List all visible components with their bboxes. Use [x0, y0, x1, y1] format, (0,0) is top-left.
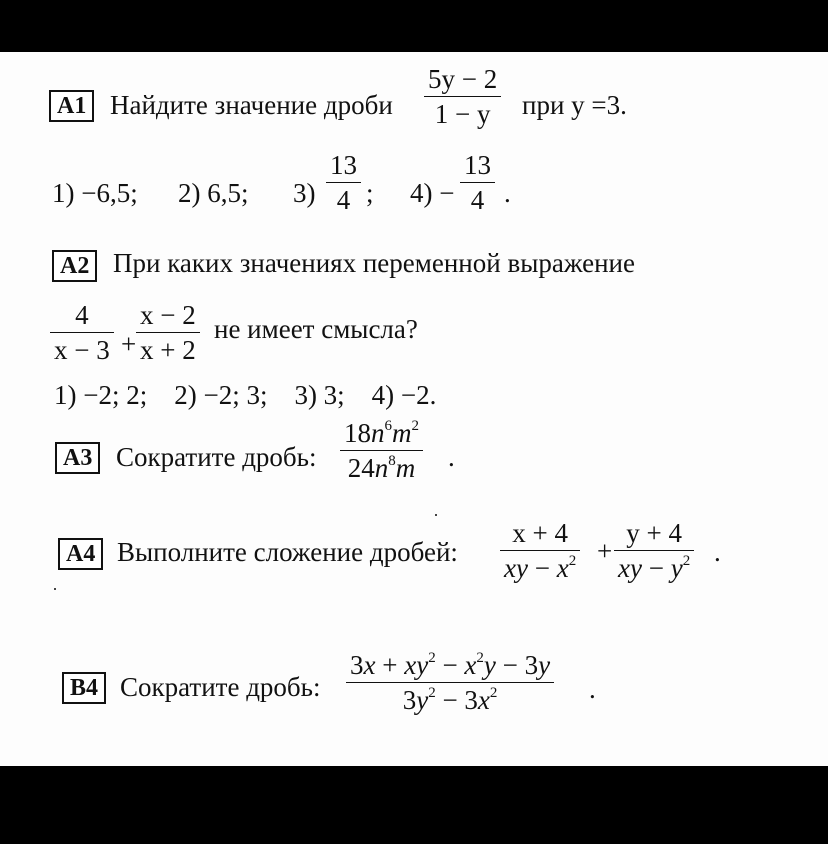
task-a1-option-3-suffix: ;: [366, 178, 374, 208]
task-b4-suffix: .: [589, 674, 596, 704]
task-a1-option-4-fraction: [460, 150, 495, 215]
task-b4-prompt: Сократите дробь:: [120, 672, 321, 702]
task-a1-suffix: при y =3.: [522, 90, 627, 120]
task-a1-option-2: 2) 6,5;: [178, 178, 249, 208]
fraction-bar: [424, 96, 501, 97]
task-a1-option-4-suffix: .: [504, 178, 511, 208]
task-a1-prompt: Найдите значение дроби: [110, 90, 393, 120]
task-a1-fraction: [424, 64, 501, 129]
task-a4-fraction-2: [614, 518, 694, 583]
task-a4-plus: +: [597, 536, 613, 566]
fraction-denominator: $3y^2 - 3x^2$: [402, 685, 498, 715]
task-a3-suffix: .: [448, 442, 455, 472]
task-a4-prompt: Выполните сложение дробей:: [117, 537, 458, 567]
fraction-numerator: $18n^6m^2$: [344, 418, 419, 448]
fraction-bar: [460, 182, 495, 183]
task-a2-prompt: При каких значениях переменной выражение: [113, 248, 635, 278]
fraction-numerator: 5y − 2: [428, 64, 498, 94]
fraction-denominator: xy − $y^2$: [618, 553, 691, 583]
scan-speck: [435, 514, 437, 516]
fraction-numerator: 13: [330, 150, 357, 180]
fraction-denominator: 4: [470, 185, 485, 215]
fraction-numerator: 4: [75, 300, 89, 330]
fraction-numerator: 13: [464, 150, 491, 180]
task-a4-fraction-1: [500, 518, 580, 583]
fraction-bar: [614, 550, 694, 551]
fraction-denominator: xy − $x^2$: [504, 553, 577, 583]
task-a2-options: 1) −2; 2; 2) −2; 3; 3) 3; 4) −2.: [54, 380, 437, 410]
task-label-a2: A2: [52, 250, 97, 282]
fraction-denominator: $24n^8m$: [347, 453, 416, 483]
task-label-b4: B4: [62, 672, 106, 704]
task-a1-option-1: 1) −6,5;: [52, 178, 138, 208]
fraction-numerator: $3x + xy^2 - x^2y - 3y$: [350, 650, 551, 680]
worksheet: [0, 52, 828, 766]
fraction-bar: [50, 332, 114, 333]
task-label-a4: A4: [58, 538, 103, 570]
task-b4-fraction: [346, 650, 554, 715]
fraction-bar: [340, 450, 423, 451]
task-a2-suffix: не имеет смысла?: [214, 314, 418, 344]
fraction-bar: [136, 332, 200, 333]
task-label-a3: A3: [55, 442, 100, 474]
task-a2-plus: +: [121, 329, 137, 359]
task-a4-suffix: .: [714, 537, 721, 567]
task-a1-option-4-prefix: 4) −: [410, 178, 455, 208]
task-a1-option-3-fraction: [326, 150, 361, 215]
fraction-denominator: 4: [336, 185, 351, 215]
task-a3-fraction: [340, 418, 423, 483]
fraction-numerator: x − 2: [140, 300, 196, 330]
task-a3-prompt: Сократите дробь:: [116, 442, 317, 472]
task-a2-fraction-2: [136, 300, 200, 365]
fraction-denominator: x − 3: [54, 335, 110, 365]
fraction-numerator: y + 4: [626, 518, 682, 548]
fraction-bar: [346, 682, 554, 683]
fraction-denominator: 1 − y: [434, 99, 491, 129]
task-a1-option-3-prefix: 3): [293, 178, 316, 208]
task-label-a1: A1: [49, 90, 94, 122]
fraction-denominator: x + 2: [140, 335, 196, 365]
fraction-bar: [500, 550, 580, 551]
task-a2-fraction-1: [50, 300, 114, 365]
fraction-numerator: x + 4: [512, 518, 568, 548]
fraction-bar: [326, 182, 361, 183]
scan-speck: [54, 588, 56, 590]
